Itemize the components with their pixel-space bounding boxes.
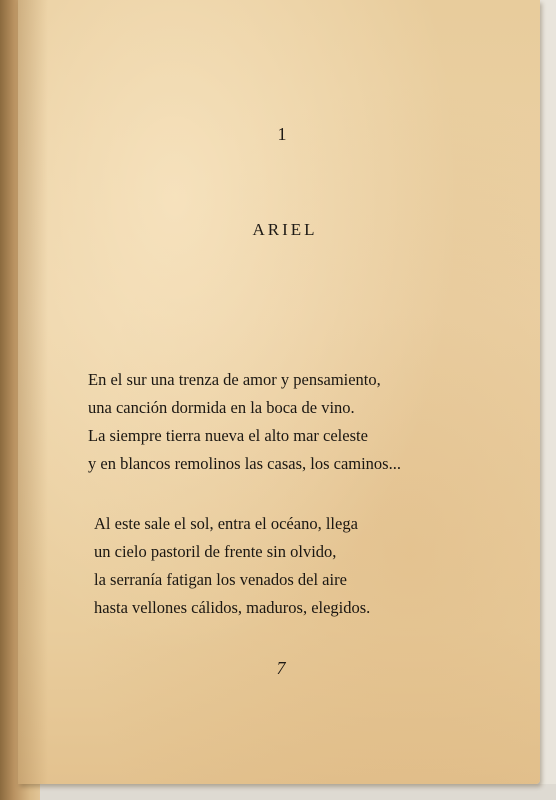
- verse-line: Al este sale el sol, entra el océano, llega: [94, 514, 358, 533]
- chapter-number: 1: [277, 124, 287, 144]
- verse-line: una canción dormida en la boca de vino.: [88, 398, 355, 417]
- poem-title: ARIEL: [252, 220, 318, 239]
- stanza-1: [88, 366, 401, 478]
- verse-line: un cielo pastoril de frente sin olvido,: [94, 542, 337, 561]
- verse-line: La siempre tierra nueva el alto mar celeste: [88, 426, 368, 445]
- page-number: 7: [276, 658, 286, 678]
- verse-line: la serranía fatigan los venados del aire: [94, 570, 347, 589]
- verse-line: hasta vellones cálidos, maduros, elegidos.: [94, 598, 371, 617]
- book-page: [18, 0, 540, 784]
- background-surface: [0, 784, 556, 800]
- stanza-2: [88, 510, 370, 622]
- verse-line: y en blancos remolinos las casas, los caminos...: [88, 454, 401, 473]
- verse-line: En el sur una trenza de amor y pensamiento,: [88, 370, 381, 389]
